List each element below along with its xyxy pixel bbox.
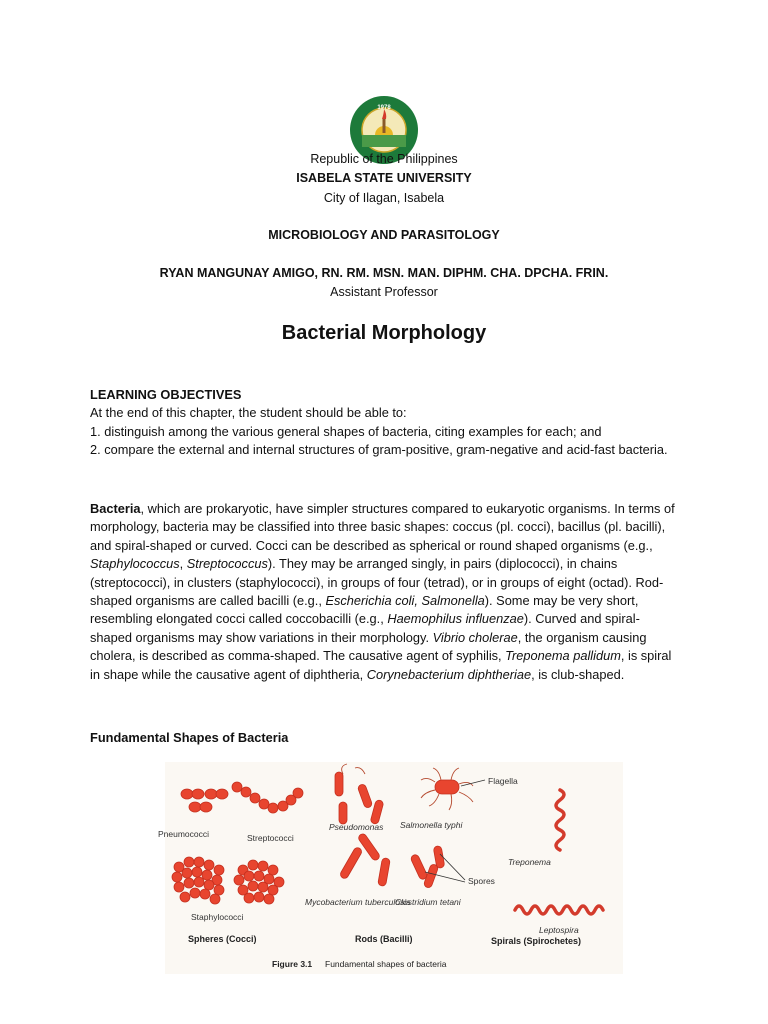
para-italic: Escherichia coli, Salmonella <box>325 593 485 609</box>
objectives-intro: At the end of this chapter, the student should be able to: <box>90 405 407 421</box>
label-treponema: Treponema <box>508 857 551 867</box>
page-title: Bacterial Morphology <box>281 322 487 344</box>
label-streptococci: Streptococci <box>247 833 294 843</box>
para-italic: Treponema pallidum <box>505 648 621 664</box>
objective-item-1: 1. distinguish among the various general shapes of bacteria, citing examples for each; and <box>90 423 602 439</box>
para-italic: Haemophilus influenzae <box>387 611 524 627</box>
para-text: ). They may be arranged singly, in pairs (diplococci), in chains (streptococci), in clusters (staphylococci), in groups of four (tetrad), or in groups of eight (octad). Rod-shaped organisms are called bacilli (e.g., <box>90 556 664 609</box>
group-spheres: Spheres (Cocci) <box>188 934 257 944</box>
para-text: , is club-shaped. <box>531 666 625 682</box>
header-republic: Republic of the Philippines <box>310 152 458 166</box>
label-mycobacterium: Mycobacterium tuberculosis <box>305 897 411 907</box>
figure-caption-text: Fundamental shapes of bacteria <box>325 959 447 969</box>
figure-caption-number: Figure 3.1 <box>272 959 313 969</box>
para-text: , is spiral in shape while the causative agent of diphtheria, <box>90 648 672 682</box>
objective-item-2: 2. compare the external and internal structures of gram-positive, gram-negative and acid-fast bacteria. <box>90 442 668 458</box>
label-salmonella: Salmonella typhi <box>400 820 463 830</box>
header-city: City of Ilagan, Isabela <box>323 191 445 205</box>
author-name: RYAN MANGUNAY AMIGO, RN. RM. MSN. MAN. DIPHM. CHA. DPCHA. FRIN. <box>159 266 609 280</box>
author-position: Assistant Professor <box>330 285 438 299</box>
group-rods: Rods (Bacilli) <box>355 934 413 944</box>
para-text: ). Curved and spiral-shaped organisms may show variations in their morphology. <box>90 611 640 645</box>
para-text: , the organism causing cholera, is described as comma-shaped. The causative agent of syphilis, <box>90 629 647 664</box>
course-title: MICROBIOLOGY AND PARASITOLOGY <box>268 228 500 242</box>
seal-text: 1978 <box>377 105 391 111</box>
label-pneumococci: Pneumococci <box>158 829 210 839</box>
para-text: , <box>179 556 187 572</box>
label-spores: Spores <box>468 876 495 886</box>
bacteria-paragraph <box>90 500 680 684</box>
group-spirals: Spirals (Spirochetes) <box>491 936 582 946</box>
label-clostridium: Clostridium tetani <box>395 897 461 907</box>
para-italic: Vibrio cholerae <box>432 629 518 645</box>
objectives-heading: LEARNING OBJECTIVES <box>90 387 242 402</box>
label-pseudomonas: Pseudomonas <box>329 822 384 832</box>
learning-objectives <box>90 386 680 460</box>
para-italic: Corynebacterium diphtheriae <box>366 666 532 682</box>
para-italic: Streptococcus <box>186 556 268 572</box>
para-italic: Staphylococcus <box>90 556 180 572</box>
label-leptospira: Leptospira <box>539 925 579 935</box>
para-text: ). Some may be very short, resembling elongated cocci called coccobacilli (e.g., <box>90 593 639 627</box>
label-flagella: Flagella <box>488 776 518 786</box>
header-university: ISABELA STATE UNIVERSITY <box>296 171 472 185</box>
label-staphylococci: Staphylococci <box>191 912 244 922</box>
bacteria-shapes-illustration <box>158 762 623 974</box>
para-text: , which are prokaryotic, have simpler structures compared to eukaryotic organisms. In terms of morphology, bacteria may be classified into three basic shapes: coccus (pl. cocci), bacillus (pl. bacilli), and spiral-shaped or curved. Cocci can be described as spherical or round shaped organisms (e.g., <box>90 501 675 553</box>
bacteria-shapes-figure <box>158 762 623 974</box>
section-heading: Fundamental Shapes of Bacteria <box>90 730 289 745</box>
term-bacteria: Bacteria <box>90 501 141 516</box>
